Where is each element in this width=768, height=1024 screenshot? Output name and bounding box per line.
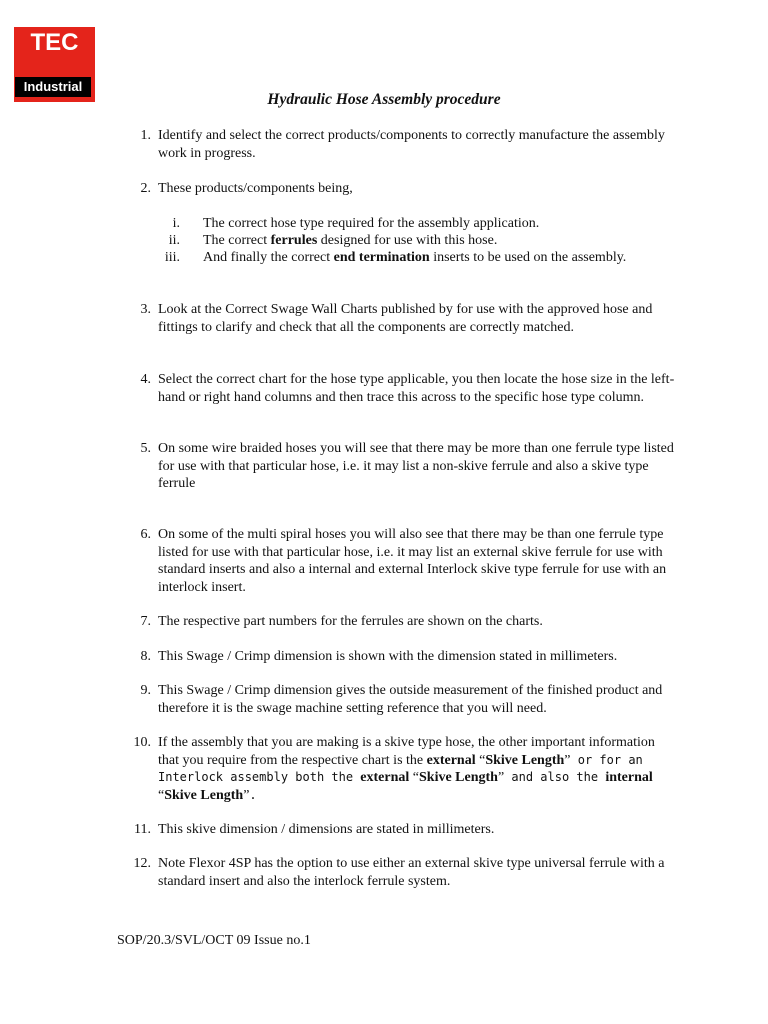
sub-list-item-number: i.: [172, 216, 180, 231]
document-footer: SOP/20.3/SVL/OCT 09 Issue no.1: [117, 933, 311, 948]
emphasis-text: Skive Length: [485, 752, 565, 768]
list-item-number: 2.: [140, 181, 151, 196]
sub-list-item: [150, 249, 650, 267]
emphasis-text: external: [426, 752, 476, 768]
list-item: [118, 301, 678, 336]
list-item: [118, 648, 678, 666]
list-item-text: This Swage / Crimp dimension is shown with the dimension stated in millimeters.: [158, 649, 618, 664]
list-item: [118, 855, 678, 890]
sub-list-item-text: designed for use with this hose.: [317, 233, 498, 248]
list-item-text: Identify and select the correct products/components to correctly manufacture the assembly work in progress.: [158, 128, 665, 161]
emphasis-text: external: [360, 770, 410, 785]
list-item-text: On some of the multi spiral hoses you will also see that there may be than one ferrule type listed for use with that particular hose, i.e. it may list an external skive ferrule for use with standard inserts and also a internal and external Interlock skive type ferrule for use with an interlock insert.: [158, 527, 667, 595]
list-item: [118, 371, 678, 406]
sub-list-item: [150, 215, 650, 233]
list-item-number: 1.: [140, 128, 151, 143]
sub-list-item-text: The correct hose type required for the assembly application.: [203, 216, 540, 231]
list-item-text: This skive dimension / dimensions are stated in millimeters.: [158, 822, 495, 837]
list-item-number: 10.: [133, 735, 151, 750]
emphasis-text: Skive Length: [419, 770, 498, 785]
list-item: [118, 526, 678, 596]
list-item-number: 6.: [140, 527, 151, 542]
sub-list-item-text: And finally the correct: [203, 250, 334, 265]
sub-list-item-text: The correct: [203, 233, 271, 248]
logo-brand-text: TEC: [30, 29, 79, 56]
list-item-text: Select the correct chart for the hose type applicable, you then locate the hose size in the left-hand or right hand columns and then trace this across to the specific hose type column.: [158, 372, 675, 405]
list-item: [118, 180, 678, 198]
logo-sub-text: Industrial: [15, 77, 91, 97]
list-item-number: 12.: [133, 856, 151, 871]
list-item-number: 5.: [140, 441, 151, 456]
list-item-number: 11.: [134, 822, 151, 837]
list-item: [118, 821, 678, 839]
list-item: [118, 682, 678, 717]
list-item-number: 7.: [140, 614, 151, 629]
list-item-number: 8.: [140, 649, 151, 664]
list-item-text: These products/components being,: [158, 181, 353, 196]
list-item-text: On some wire braided hoses you will see that there may be more than one ferrule type listed for use with that particular hose, i.e. it may list a non-skive ferrule and also a skive type ferrule: [158, 441, 674, 491]
list-item-text: This Swage / Crimp dimension gives the outside measurement of the finished product and therefore it is the swage machine setting reference that you will need.: [158, 683, 663, 716]
sub-list-item-text: inserts to be used on the assembly.: [429, 250, 627, 265]
list-item-text: The respective part numbers for the ferrules are shown on the charts.: [158, 614, 543, 629]
emphasis-text: Skive Length: [164, 787, 244, 803]
list-item-text: If the assembly that you are making is a skive type hose, the other important information that you require from the respective chart is the external “Skive Length” or for an Interlock assembly both the external “Skive Length” and also the internal “Skive Length”.: [158, 735, 655, 803]
list-item: [118, 440, 678, 493]
list-item-number: 4.: [140, 372, 151, 387]
emphasis-text: end termination: [333, 250, 430, 265]
emphasis-text: internal: [605, 770, 653, 785]
list-item: [118, 613, 678, 631]
list-item-number: 3.: [140, 302, 151, 317]
emphasis-text: ferrules: [270, 233, 318, 248]
sub-list-item: [150, 232, 650, 250]
document-title: Hydraulic Hose Assembly procedure: [267, 91, 501, 108]
sub-list-item-number: ii.: [168, 233, 180, 248]
list-item: [118, 127, 678, 162]
list-item-text: Look at the Correct Swage Wall Charts published by for use with the approved hose and fittings to clarify and check that all the components are correctly matched.: [158, 302, 653, 335]
list-item-text: Note Flexor 4SP has the option to use either an external skive type universal ferrule with a standard insert and also the interlock ferrule system.: [158, 856, 665, 889]
list-item: [118, 734, 678, 804]
list-item-number: 9.: [140, 683, 151, 698]
sub-list-item-number: iii.: [164, 250, 180, 265]
